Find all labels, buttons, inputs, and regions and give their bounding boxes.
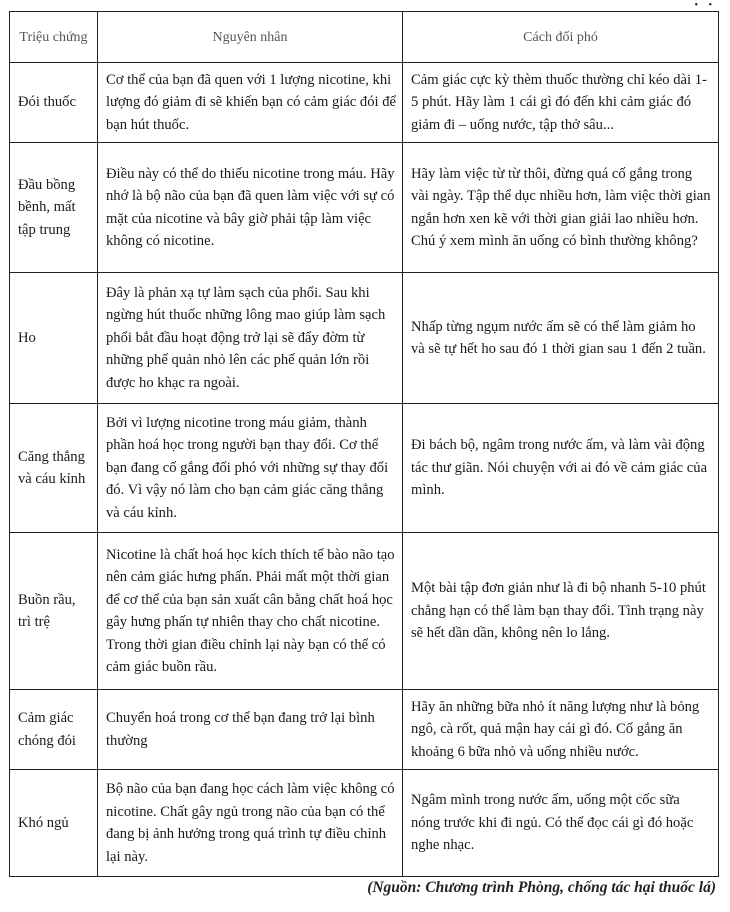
symptom-cell: Đầu bồng bềnh, mất tập trung bbox=[10, 143, 98, 273]
source-note: (Nguồn: Chương trình Phòng, chống tác hại thuốc lá) bbox=[367, 879, 716, 896]
symptom-cell: Buồn rầu, trì trệ bbox=[10, 533, 98, 690]
cause-cell: Chuyển hoá trong cơ thể bạn đang trở lại bình thường bbox=[98, 690, 403, 770]
coping-cell: Cảm giác cực kỳ thèm thuốc thường chỉ kéo dài 1-5 phút. Hãy làm 1 cái gì đó đến khi cảm giác đó giảm đi – uống nước, tập thở sâu... bbox=[403, 63, 719, 143]
table-row bbox=[10, 690, 719, 770]
header-cause: Nguyên nhân bbox=[98, 12, 403, 63]
symptom-cell: Đói thuốc bbox=[10, 63, 98, 143]
cause-cell: Cơ thể của bạn đã quen với 1 lượng nicotine, khi lượng đó giảm đi sẽ khiến bạn có cảm giác đói để bạn hút thuốc. bbox=[98, 63, 403, 143]
table-row bbox=[10, 533, 719, 690]
cause-cell: Bởi vì lượng nicotine trong máu giảm, thành phần hoá học trong người bạn thay đổi. Cơ thể bạn đang cố gắng đối phó với những sự thay đổi đó. Vì vậy nó làm cho bạn cảm giác căng thẳng và cáu kỉnh. bbox=[98, 404, 403, 533]
cause-cell: Điều này có thể do thiếu nicotine trong máu. Hãy nhớ là bộ não của bạn đã quen làm việc với sự có mặt của nicotine và bây giờ phải tập làm việc không có nicotine. bbox=[98, 143, 403, 273]
corner-dots: • • bbox=[694, 0, 716, 11]
header-symptom: Triệu chứng bbox=[10, 12, 98, 63]
coping-cell: Đi bách bộ, ngâm trong nước ấm, và làm vài động tác thư giãn. Nói chuyện với ai đó về cảm giác của mình. bbox=[403, 404, 719, 533]
cause-cell: Nicotine là chất hoá học kích thích tế bào não tạo nên cảm giác hưng phấn. Phải mất một thời gian để cơ thể của bạn sản xuất cân bằng chất hoá học gây hưng phấn tự nhiên thay cho chất nicotine. Trong thời gian điều chỉnh lại này bạn có thể có cảm giác buồn rầu. bbox=[98, 533, 403, 690]
table-row bbox=[10, 143, 719, 273]
coping-cell: Hãy ăn những bữa nhỏ ít năng lượng như là bỏng ngô, cà rốt, quả mận hay cái gì đó. Cố gắng ăn khoảng 6 bữa nhỏ và uống nhiều nước. bbox=[403, 690, 719, 770]
table-row bbox=[10, 63, 719, 143]
table-row bbox=[10, 273, 719, 404]
symptom-cell: Căng thẳng và cáu kỉnh bbox=[10, 404, 98, 533]
coping-cell: Nhấp từng ngụm nước ấm sẽ có thể làm giảm ho và sẽ tự hết ho sau đó 1 thời gian sau 1 đến 2 tuần. bbox=[403, 273, 719, 404]
table-row bbox=[10, 404, 719, 533]
header-coping: Cách đối phó bbox=[403, 12, 719, 63]
symptom-cell: Cảm giác chóng đói bbox=[10, 690, 98, 770]
table-header-row bbox=[10, 12, 719, 63]
coping-cell: Hãy làm việc từ từ thôi, đừng quá cố gắng trong vài ngày. Tập thể dục nhiều hơn, làm việc thời gian ngắn hơn xen kẽ với thời gian giải lao nhiều hơn. Chú ý xem mình ăn uống có bình thường không? bbox=[403, 143, 719, 273]
symptom-cell: Khó ngủ bbox=[10, 770, 98, 877]
cause-cell: Bộ não của bạn đang học cách làm việc không có nicotine. Chất gây ngủ trong não của bạn có thể đang bị ảnh hưởng trong quá trình tự điều chỉnh lại này. bbox=[98, 770, 403, 877]
symptom-table bbox=[9, 11, 719, 877]
coping-cell: Một bài tập đơn giản như là đi bộ nhanh 5-10 phút chẳng hạn có thể làm bạn thay đổi. Tình trạng này sẽ hết dần dần, không nên lo lắng. bbox=[403, 533, 719, 690]
coping-cell: Ngâm mình trong nước ấm, uống một cốc sữa nóng trước khi đi ngủ. Có thể đọc cái gì đó hoặc nghe nhạc. bbox=[403, 770, 719, 877]
cause-cell: Đây là phản xạ tự làm sạch của phổi. Sau khi ngừng hút thuốc những lông mao giúp làm sạch phổi bắt đầu hoạt động trở lại sẽ đẩy đờm từ những phế quản nhỏ lên các phế quản lớn rồi được ho khạc ra ngoài. bbox=[98, 273, 403, 404]
table-row bbox=[10, 770, 719, 877]
symptom-cell: Ho bbox=[10, 273, 98, 404]
